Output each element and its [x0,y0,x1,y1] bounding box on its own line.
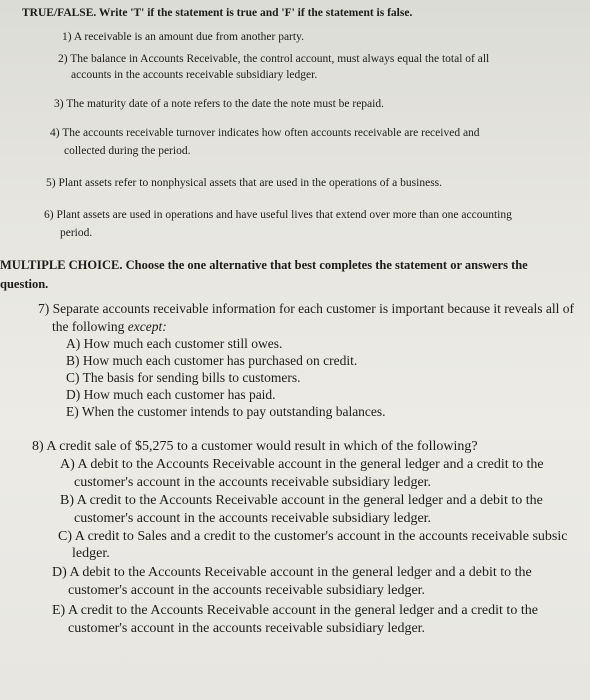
mc-question-7-emphasis: except: [127,319,167,334]
multiple-choice-heading: MULTIPLE CHOICE. [0,258,123,272]
mc-q8-option-b-line-2: customer's account in the accounts receivable subsidiary ledger. [74,511,432,526]
multiple-choice-instruction-continued: question. [0,277,49,291]
mc-q8-option-a-line-2: customer's account in the accounts receivable subsidiary ledger. [74,475,432,490]
mc-q8-option-c-line-1: C) A credit to Sales and a credit to the customer's account in the accounts receivable subsic [58,529,568,544]
mc-q7-option-b: B) How much each customer has purchased on credit. [66,353,358,368]
multiple-choice-header [0,259,528,272]
true-false-heading: TRUE/FALSE. [22,7,97,19]
tf-question-4-line-2: collected during the period. [64,145,191,157]
tf-question-5: 5) Plant assets refer to nonphysical assets that are used in the operations of a business. [46,177,443,189]
tf-question-1: 1) A receivable is an amount due from another party. [62,31,304,43]
tf-question-4-line-1: 4) The accounts receivable turnover indicates how often accounts receivable are received and [50,127,480,139]
mc-q7-option-c: C) The basis for sending bills to customers. [66,370,301,385]
mc-q7-option-e: E) When the customer intends to pay outstanding balances. [66,404,386,419]
mc-q7-option-d: D) How much each customer has paid. [66,387,276,402]
mc-question-7-line-1: 7) Separate accounts receivable information for each customer is important because it reveals all of [38,301,575,316]
mc-q7-option-a: A) How much each customer still owes. [66,336,283,351]
mc-q8-option-d-line-1: D) A debit to the Accounts Receivable account in the general ledger and a debit to the [52,565,532,580]
mc-q8-option-b-line-1: B) A credit to the Accounts Receivable account in the general ledger and a debit to the [60,493,543,508]
mc-q8-option-e-line-1: E) A credit to the Accounts Receivable account in the general ledger and a credit to the [52,603,538,618]
true-false-instruction: Write 'T' if the statement is true and 'F' if the statement is false. [98,7,413,19]
tf-question-3: 3) The maturity date of a note refers to the date the note must be repaid. [54,98,384,110]
mc-question-7-prefix: the following [52,319,125,334]
mc-q8-option-d-line-2: customer's account in the accounts receivable subsidiary ledger. [68,583,426,598]
true-false-header [22,8,412,20]
tf-question-6-line-1: 6) Plant assets are used in operations and have useful lives that extend over more than one accounting [44,209,512,221]
mc-question-8: 8) A credit sale of $5,275 to a customer would result in which of the following? [32,439,478,454]
mc-q8-option-a-line-1: A) A debit to the Accounts Receivable account in the general ledger and a credit to the [60,457,544,472]
tf-question-2-line-1: 2) The balance in Accounts Receivable, the control account, must always equal the total of all [58,53,490,65]
multiple-choice-instruction: Choose the one alternative that best completes the statement or answers the [125,258,528,272]
tf-question-6-line-2: period. [60,227,93,239]
mc-q8-option-c-line-2: ledger. [72,546,110,561]
mc-question-7-line-2 [52,320,167,334]
tf-question-2-line-2: accounts in the accounts receivable subsidiary ledger. [71,69,318,81]
mc-q8-option-e-line-2: customer's account in the accounts receivable subsidiary ledger. [68,621,426,636]
